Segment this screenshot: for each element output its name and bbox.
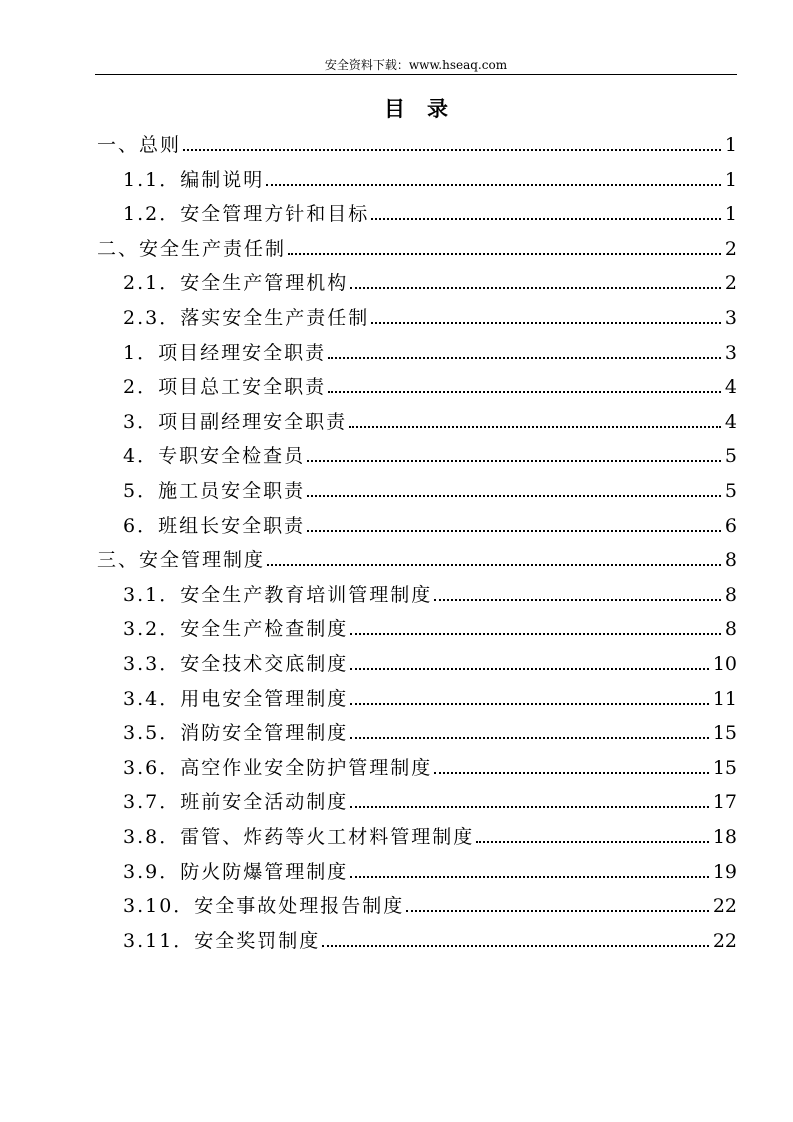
toc-entry-label: 1.1．编制说明: [123, 168, 265, 191]
toc-entry-label: 3.4．用电安全管理制度: [123, 687, 349, 710]
toc-entry-label: 3.1．安全生产教育培训管理制度: [123, 583, 433, 606]
toc-entry-label: 3.3．安全技术交底制度: [123, 653, 349, 675]
toc-dot-leader: [183, 130, 721, 160]
toc-entry[interactable]: [123, 614, 737, 644]
toc-entry-page: 2: [724, 272, 737, 295]
toc-dot-leader: [371, 199, 721, 229]
toc-entry-page: 5: [724, 480, 737, 502]
toc-entry-page: 6: [724, 514, 737, 537]
toc-entry-label: 6．班组长安全职责: [123, 514, 306, 537]
toc-dot-leader: [350, 857, 709, 887]
toc-entry-page: 15: [712, 722, 737, 745]
toc-entry-page: 8: [724, 549, 737, 572]
toc-entry[interactable]: [123, 580, 737, 610]
toc-entry[interactable]: [123, 753, 737, 783]
toc-dot-leader: [350, 649, 709, 679]
toc-entry-label: 3.10．安全事故处理报告制度: [123, 895, 405, 918]
toc-entry-label: 1．项目经理安全职责: [123, 341, 327, 364]
toc-entry-label: 1.2．安全管理方针和目标: [123, 203, 370, 226]
toc-dot-leader: [307, 441, 721, 471]
toc-dot-leader: [350, 684, 709, 714]
toc-entry-page: 1: [724, 168, 737, 191]
toc-title: 目录: [384, 96, 470, 121]
toc-entry-page: 15: [712, 756, 737, 779]
toc-dot-leader: [350, 268, 721, 298]
toc-entry[interactable]: [123, 926, 737, 956]
toc-entry-label: 3.6．高空作业安全防护管理制度: [123, 756, 433, 779]
toc-entry[interactable]: [123, 338, 737, 368]
toc-entry-label: 3.5．消防安全管理制度: [123, 722, 349, 745]
toc-dot-leader: [350, 614, 721, 644]
toc-entry[interactable]: [123, 822, 737, 852]
toc-entry-page: 17: [712, 791, 737, 814]
toc-entry-page: 11: [712, 687, 737, 710]
toc-entry[interactable]: [123, 476, 737, 506]
toc-entry[interactable]: [123, 407, 737, 437]
toc-entry[interactable]: [123, 787, 737, 817]
toc-entry[interactable]: [123, 511, 737, 541]
toc-entry-page: 1: [724, 134, 737, 156]
toc-entry-label: 3.2．安全生产检查制度: [123, 618, 349, 641]
toc-entry-page: 8: [724, 618, 737, 641]
toc-entry-label: 3.11．安全奖罚制度: [123, 929, 321, 952]
toc-entry-page: 18: [712, 826, 737, 848]
toc-entry-label: 3.9．防火防爆管理制度: [123, 860, 349, 883]
toc-entry-label: 2.3．落实安全生产责任制: [123, 307, 370, 329]
toc-entry-page: 4: [724, 376, 737, 399]
toc-dot-leader: [328, 338, 721, 368]
toc-entry-page: 10: [712, 653, 737, 675]
toc-entry-label: 5．施工员安全职责: [123, 480, 306, 502]
toc-entry-label: 4．专职安全检查员: [123, 445, 306, 468]
toc-entry-page: 19: [712, 860, 737, 883]
toc-dot-leader: [434, 580, 721, 610]
toc-entry-label: 3.8．雷管、炸药等火工材料管理制度: [123, 826, 475, 848]
toc-entry[interactable]: [97, 545, 737, 575]
toc-entry[interactable]: [123, 857, 737, 887]
toc-entry[interactable]: [123, 165, 737, 195]
toc-entry-label: 3．项目副经理安全职责: [123, 410, 348, 433]
toc-entry-label: 2.1．安全生产管理机构: [123, 272, 349, 295]
toc-entry[interactable]: [97, 234, 737, 264]
toc-entry-page: 5: [724, 445, 737, 468]
toc-dot-leader: [267, 545, 721, 575]
toc-dot-leader: [322, 926, 709, 956]
toc-dot-leader: [434, 753, 709, 783]
toc-dot-leader: [406, 891, 709, 921]
toc-entry[interactable]: [123, 268, 737, 298]
toc-entry[interactable]: [123, 649, 737, 679]
toc-entry[interactable]: [123, 303, 737, 333]
toc-entry-page: 3: [724, 341, 737, 364]
toc-entry-page: 4: [724, 410, 737, 433]
toc-entry[interactable]: [123, 718, 737, 748]
toc-entry-label: 二、安全生产责任制: [97, 237, 287, 260]
toc-entry-page: 8: [724, 583, 737, 606]
toc-entry[interactable]: [123, 891, 737, 921]
toc-entry[interactable]: [123, 372, 737, 402]
toc-entry-page: 22: [712, 929, 737, 952]
toc-entry-label: 三、安全管理制度: [97, 549, 266, 572]
toc-dot-leader: [350, 718, 709, 748]
header-text: 安全资料下载：www.hseaq.com: [324, 58, 508, 72]
toc-dot-leader: [307, 511, 721, 541]
toc-entry[interactable]: [123, 684, 737, 714]
toc-dot-leader: [476, 822, 709, 852]
toc-entry-page: 22: [712, 895, 737, 918]
toc-dot-leader: [266, 165, 721, 195]
toc-entry[interactable]: [123, 441, 737, 471]
toc-dot-leader: [328, 372, 721, 402]
toc-dot-leader: [349, 407, 721, 437]
toc-dot-leader: [350, 787, 709, 817]
toc-dot-leader: [371, 303, 721, 333]
toc-entry-label: 3.7．班前安全活动制度: [123, 791, 349, 814]
toc-dot-leader: [288, 234, 721, 264]
toc-entry-page: 2: [724, 237, 737, 260]
toc-dot-leader: [307, 476, 721, 506]
toc-entry-label: 一、总则: [97, 134, 182, 156]
toc-entry-label: 2．项目总工安全职责: [123, 376, 327, 399]
toc-entry[interactable]: [123, 199, 737, 229]
toc-entry-page: 1: [724, 203, 737, 226]
toc-entry-page: 3: [724, 307, 737, 329]
toc-entry[interactable]: [97, 130, 737, 160]
